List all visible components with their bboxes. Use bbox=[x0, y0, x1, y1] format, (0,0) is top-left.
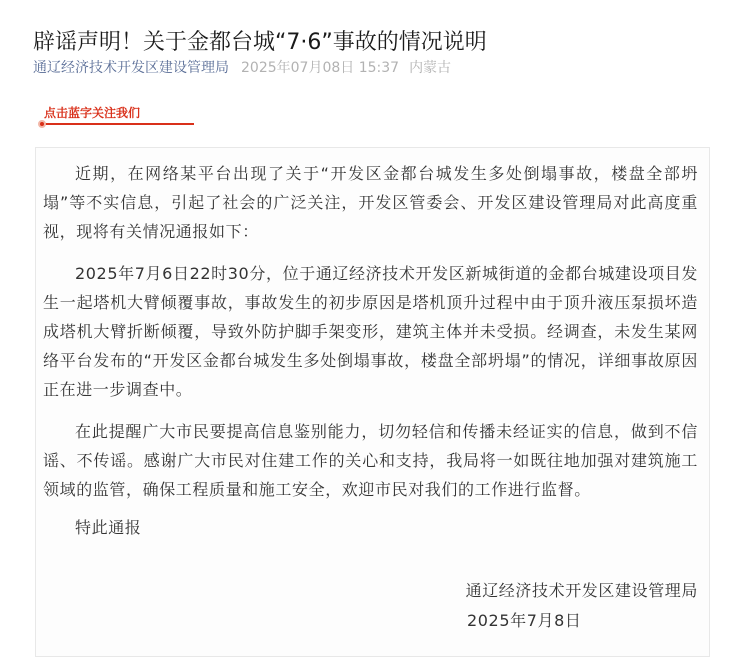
article-title: 辟谣声明！关于金都台城“7·6”事故的情况说明 bbox=[33, 29, 487, 55]
paragraph-reminder: 在此提醒广大市民要提高信息鉴别能力，切勿轻信和传播未经证实的信息，做到不信谣、不传谣。感谢广大市民对住建工作的关心和支持，我局将一如既往地加强对建筑施工领域的监管，确保工程质量和施工安全，欢迎市民对我们的工作进行监督。 bbox=[43, 422, 698, 499]
paragraph-intro: 近期，在网络某平台出现了关于“开发区金都台城发生多处倒塌事故，楼盘全部坍塌”等不实信息，引起了社会的广泛关注，开发区管委会、开发区建设管理局对此高度重视，现将有关情况通报如下： bbox=[43, 164, 698, 241]
signature-org: 通辽经济技术开发区建设管理局 bbox=[465, 581, 698, 600]
follow-underline bbox=[42, 123, 194, 125]
paragraph-closing: 特此通报 bbox=[75, 518, 142, 537]
publish-time: 2025年07月08日 15:37 bbox=[241, 60, 400, 76]
location: 内蒙古 bbox=[409, 60, 452, 76]
article-meta bbox=[33, 58, 451, 78]
paragraph-incident: 2025年7月6日22时30分，位于通辽经济技术开发区新城街道的金都台城建设项目发生一起塔机大臂倾覆事故，事故发生的初步原因是塔机顶升过程中由于顶升液压泵损坏造成塔机大臂折断倾覆，导致外防护脚手架变形，建筑主体并未受损。经调查，未发生某网络平台发布的“开发区金都台城发生多处倒塌事故，楼盘全部坍塌”的情况，详细事故原因正在进一步调查中。 bbox=[43, 264, 698, 399]
account-name-link[interactable]: 通辽经济技术开发区建设管理局 bbox=[33, 60, 229, 76]
follow-banner-text[interactable]: 点击蓝字关注我们 bbox=[44, 106, 141, 120]
signature-date: 2025年7月8日 bbox=[467, 611, 582, 630]
